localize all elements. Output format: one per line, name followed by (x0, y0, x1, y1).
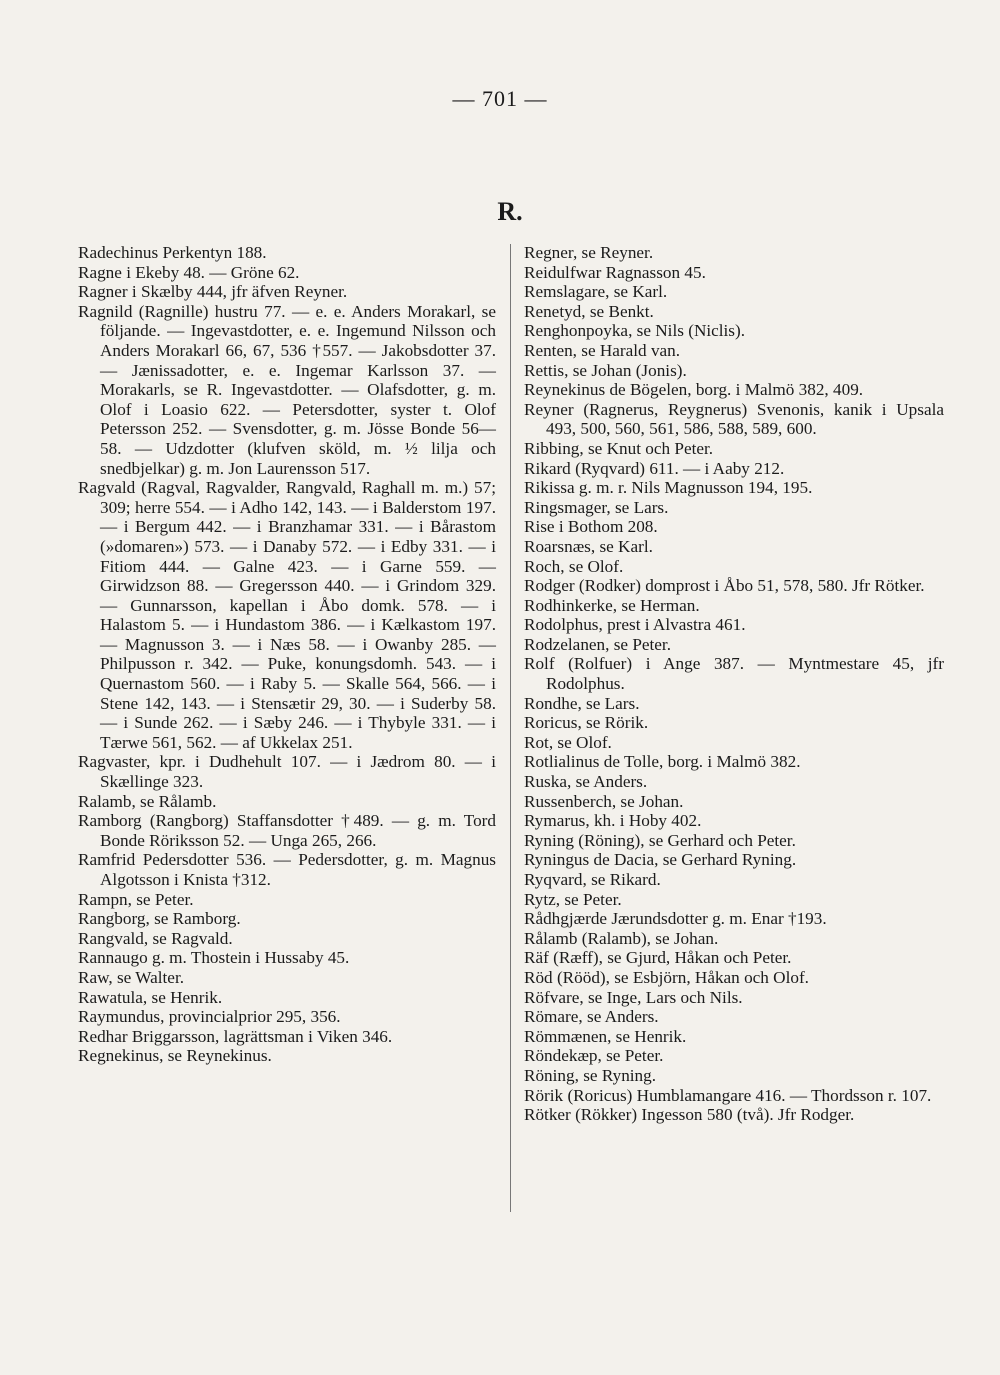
index-entry: Reidulfwar Ragnasson 45. (524, 262, 706, 282)
index-entry: Rise i Bothom 208. (524, 517, 658, 537)
index-entry: Römmænen, se Henrik. (524, 1026, 687, 1046)
index-entry: Rangborg, se Ramborg. (78, 909, 241, 929)
index-entry: Rörik (Roricus) Humblamangare 416. — Thordsson r. 107. (524, 1085, 932, 1105)
index-entry: Röning, se Ryning. (524, 1065, 657, 1085)
index-entry: Röd (Rööd), se Esbjörn, Håkan och Olof. (524, 967, 809, 987)
index-entry: Ralamb, se Rålamb. (78, 791, 217, 811)
index-entry: Rot, se Olof. (524, 732, 612, 752)
index-entry: Redhar Briggarsson, lagrättsman i Viken 346. (78, 1026, 393, 1046)
index-entry: Rodolphus, prest i Alvastra 461. (524, 615, 746, 635)
index-entry: Ryning (Röning), se Gerhard och Peter. (524, 830, 796, 850)
index-entry: Ramborg (Rangborg) Staffansdotter †489. — g. m. Tord Bonde Röriksson 52. — Unga 265, 266. (78, 811, 496, 850)
index-entry: Rodzelanen, se Peter. (524, 634, 671, 654)
index-entry: Roarsnæs, se Karl. (524, 536, 653, 556)
index-entry: Ryqvard, se Rikard. (524, 870, 661, 889)
index-entry: Rolf (Rolfuer) i Ange 387. — Myntmestare 45, jfr Rodolphus. (524, 654, 944, 694)
index-entry: Ragvaster, kpr. i Dudhehult 107. — i Jædrom 80. — i Skællinge 323. (78, 752, 496, 792)
index-entry: Renetyd, se Benkt. (524, 301, 654, 321)
index-entry: Rymarus, kh. i Hoby 402. (524, 811, 702, 831)
index-entry: Rodhinkerke, se Herman. (524, 595, 700, 615)
index-entry: Radechinus Perkentyn 188. (78, 243, 267, 262)
index-entry: Ringsmager, se Lars. (524, 497, 669, 517)
index-entry: Ragne i Ekeby 48. — Gröne 62. (78, 262, 300, 282)
index-entry: Reynekinus de Bögelen, borg. i Malmö 382, 409. (524, 380, 864, 400)
index-entry: Regner, se Reyner. (524, 243, 654, 262)
index-entry: Renghonpoyka, se Nils (Niclis). (524, 321, 746, 341)
index-entry: Ruska, se Anders. (524, 772, 648, 792)
index-entry: Rikard (Ryqvard) 611. — i Aaby 212. (524, 458, 785, 478)
index-entry: Rålamb (Ralamb), se Johan. (524, 928, 719, 948)
index-entry: Rotlialinus de Tolle, borg. i Malmö 382. (524, 752, 801, 772)
index-entry: Rikissa g. m. r. Nils Magnusson 194, 195. (524, 478, 813, 498)
section-letter: R. (497, 197, 523, 226)
index-entry: Ryningus de Dacia, se Gerhard Ryning. (524, 850, 797, 870)
index-entry: Räf (Ræff), se Gjurd, Håkan och Peter. (524, 948, 792, 968)
index-entry: Ramfrid Pedersdotter 536. — Pedersdotter, g. m. Magnus Algotsson i Knista †312. (78, 850, 496, 889)
index-entry: Rampn, se Peter. (78, 889, 194, 909)
index-entry: Roch, se Olof. (524, 556, 624, 576)
index-entry: Rawatula, se Henrik. (78, 987, 223, 1007)
index-entry: Rannaugo g. m. Thostein i Hussaby 45. (78, 948, 350, 968)
index-entry: Reyner (Ragnerus, Reygnerus) Svenonis, kanik i Upsala 493, 500, 560, 561, 586, 588, 589, 600. (524, 399, 944, 439)
index-entry: Raw, se Walter. (78, 967, 185, 987)
index-entry: Rangvald, se Ragvald. (78, 928, 233, 948)
index-entry: Regnekinus, se Reynekinus. (78, 1046, 272, 1066)
column-divider (510, 244, 511, 1212)
index-entry: Raymundus, provincialprior 295, 356. (78, 1007, 341, 1027)
index-entry: Ribbing, se Knut och Peter. (524, 438, 714, 458)
index-entry: Renten, se Harald van. (524, 340, 681, 360)
index-entry: Rettis, se Johan (Jonis). (524, 360, 687, 380)
index-entry: Ragvald (Ragval, Ragvalder, Rangvald, Raghall m. m.) 57; 309; herre 554. — i Adho 142, 143. — i Balderstom 197. — i Bergum 442. — i Branzhamar 331. — i Bårastom (»domaren») 573. — i Danaby 572. — i Edby 331. — i Fitiom 444. — Galne 423. — i Garne 559. — Girwidzson 88. — Gregersson 440. — i Grindom 329. — Gunnarsson, kapellan i Åbo domk. 578. — i Halastom 5. — i Hundastom 386. — i Kælkastom 197. — Magnusson 3. — i Næs 58. — i Owanby 285. — Philpusson r. 342. — Puke, konungsdomh. 543. — i Quernastom 560. — i Raby 5. — Skalle 564, 566. — i Stene 142, 143. — i Stensætir 29, 30. — i Suderby 58. — i Sunde 262. — i Sæby 246. — i Thybyle 331. — i Tærwe 561, 562. — af Ukkelax 251. (78, 478, 496, 752)
index-entry: Ragnild (Ragnille) hustru 77. — e. e. Anders Morakarl, se följande. — Ingevastdotter, e. e. Ingemund Nilsson och Anders Morakarl 66, 67, 536 †557. — Jakobsdotter 37. — Jænissadotter, e. e. Ingemar Karlsson 37. — Morakarls, se R. Ingevastdotter. — Olafsdotter, g. m. Olof i Loasio 622. — Petersdotter, syster t. Olof Petersson 252. — Svensdotter, g. m. Jösse Bonde 56—58. — Udzdotter (klufven sköld, m. ½ lilja och snedbjelkar) g. m. Jon Laurensson 517. (78, 301, 496, 478)
index-entry: Remslagare, se Karl. (524, 282, 668, 302)
left-column (78, 243, 496, 1066)
index-entry: Rytz, se Peter. (524, 889, 622, 909)
index-entry: Röfvare, se Inge, Lars och Nils. (524, 987, 743, 1007)
index-entry: Rådhgjærde Jærundsdotter g. m. Enar †193. (524, 909, 827, 929)
index-entry: Rötker (Rökker) Ingesson 580 (två). Jfr Rodger. (524, 1105, 855, 1125)
index-entry: Roricus, se Rörik. (524, 713, 649, 733)
page-number: — 701 — (452, 86, 548, 111)
index-entry: Rodger (Rodker) domprost i Åbo 51, 578, 580. Jfr Rötker. (524, 576, 925, 596)
right-column (524, 243, 944, 1125)
index-entry: Römare, se Anders. (524, 1007, 659, 1027)
index-entry: Röndekæp, se Peter. (524, 1046, 664, 1066)
index-entry: Ragner i Skælby 444, jfr äfven Reyner. (78, 282, 348, 302)
index-entry: Russenberch, se Johan. (524, 791, 684, 811)
index-entry: Rondhe, se Lars. (524, 693, 640, 713)
